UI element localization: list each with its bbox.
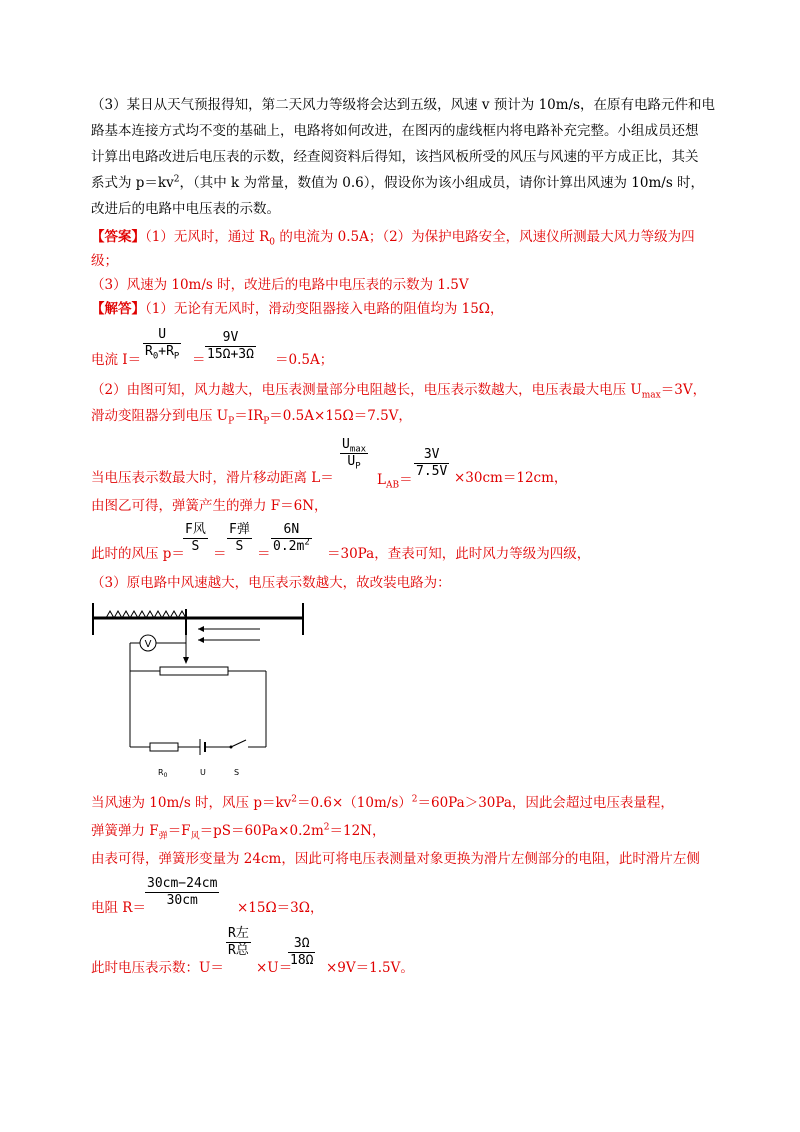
- wind-arrow-1-head: [198, 626, 204, 632]
- question-line-1: （3）某日从天气预报得知，第二天风力等级将会达到五级，风速 v 预计为 10m/s，在原有电路元件和电: [91, 97, 716, 113]
- question-line-5: 改进后的电路中电压表的示数。: [91, 201, 280, 217]
- fraction-current-2: $\frac{9V}{15\Omega+3\Omega}$: [207, 330, 254, 362]
- voltage-result: ×9V＝1.5V。: [326, 960, 414, 976]
- fraction-distance-1: $U_{max}$ $U_P$: [342, 437, 367, 472]
- work-line-3: 由表可得，弹簧形变量为 24cm，因此可将电压表测量对象更换为滑片左侧部分的电阻，此时滑片左侧: [91, 851, 700, 867]
- pressure-eq-1: ＝: [213, 546, 227, 562]
- solution-line-3: 滑动变阻器分到电压 $U_P=IR_P=0.5A\times 15\Omega=7.5V$，: [91, 408, 412, 427]
- question-line-3: 计算出电路改进后电压表的示数，经查阅资料后得知，该挡风板所受的风压与风速的平方成正比，其关: [91, 149, 699, 165]
- answer-line-2: 级；: [91, 253, 118, 269]
- question-line-4: 系式为 $p=kv^2$，（其中 k 为常量，数值为 0.6），假设你为该小组成员，请你计算出风速为 10m/s 时，: [91, 174, 705, 191]
- pressure-result: ＝30Pa，查表可知，此时风力等级为四级，: [327, 546, 591, 562]
- distance-result: ×30cm＝12cm，: [454, 470, 568, 486]
- r0-label: $R_0$: [158, 768, 168, 779]
- answer-tag: 【答案】: [91, 229, 145, 245]
- resistance-prefix: 电阻 R＝: [91, 900, 146, 916]
- fraction-distance-2: $\frac{3V}{7.5V}$: [416, 447, 448, 479]
- fraction-resistance: $\frac{30cm-24cm}{30cm}$: [147, 876, 218, 908]
- solution-line-2: （2）由图可知，风力越大，电压表测量部分电阻越长，电压表示数越大，电压表最大电压 $U_{max}=3V$，: [91, 382, 707, 401]
- fraction-voltage-1: R左 R总: [228, 926, 249, 958]
- fraction-pressure-1: F风 S: [185, 522, 206, 554]
- pressure-prefix: 此时的风压 p＝: [91, 546, 185, 562]
- current-prefix: 电流 I＝: [91, 352, 142, 368]
- voltmeter-label: V: [144, 639, 152, 650]
- fraction-current-1: $\frac{U}{R_0+R_P}$: [145, 327, 180, 362]
- distance-prefix: 当电压表示数最大时，滑片移动距离 L＝: [91, 470, 334, 486]
- solution-line-spring: 由图乙可得，弹簧产生的弹力 F＝6N，: [91, 498, 328, 514]
- resistance-result: ×15Ω＝3Ω，: [237, 900, 324, 916]
- wind-arrow-2-head: [198, 637, 204, 643]
- rheostat-icon: [160, 667, 228, 675]
- fraction-pressure-2: F弹 S: [229, 522, 250, 554]
- solution-line-1: 【解答】（1）无论有无风时，滑动变阻器接入电路的阻值均为 15Ω，: [91, 301, 504, 317]
- switch-icon: [231, 740, 246, 747]
- u-label: U: [200, 768, 206, 777]
- pressure-eq-2: ＝: [257, 546, 271, 562]
- question-line-2: 路基本连接方式均不变的基础上，电路将如何改进，在图丙的虚线框内将电路补充完整。小组成员还想: [91, 123, 699, 139]
- voltage-mid: ×U＝: [256, 960, 293, 976]
- current-result: ＝0.5A；: [275, 352, 334, 368]
- distance-lab: $L_{AB}=$: [377, 472, 413, 491]
- solution-tag: 【解答】: [91, 301, 145, 317]
- fraction-pressure-3: $\frac{6N}{0.2m^2}$: [273, 522, 310, 554]
- solution-line-modify: （3）原电路中风速越大，电压表示数越大，故改装电路为：: [91, 575, 451, 591]
- work-line-2: 弹簧弹力 $F_弹=F_风=pS=60Pa\times 0.2m^2=12N$，: [91, 822, 386, 842]
- current-eq: ＝: [192, 352, 206, 368]
- modified-circuit-diagram: [88, 595, 318, 785]
- voltage-prefix: 此时电压表示数：U＝: [91, 960, 224, 976]
- work-line-1: 当风速为 10m/s 时，风压 $p=kv^2=0.6\times(10m/s)^2=60Pa>30Pa$，因此会超过电压表量程，: [91, 794, 674, 811]
- slider-tip: [183, 657, 189, 664]
- answer-line-3: （3）风速为 10m/s 时，改进后的电路中电压表的示数为 1.5V: [91, 277, 469, 293]
- fraction-voltage-2: $\frac{3\Omega}{18\Omega}$: [290, 936, 314, 968]
- resistor-r0-icon: [150, 743, 178, 751]
- answer-line-1: 【答案】（1）无风时，通过 $R_0$ 的电流为 0.5A；（2）为保护电路安全，风速仪所测最大风力等级为四: [91, 229, 695, 248]
- s-label: S: [234, 768, 240, 777]
